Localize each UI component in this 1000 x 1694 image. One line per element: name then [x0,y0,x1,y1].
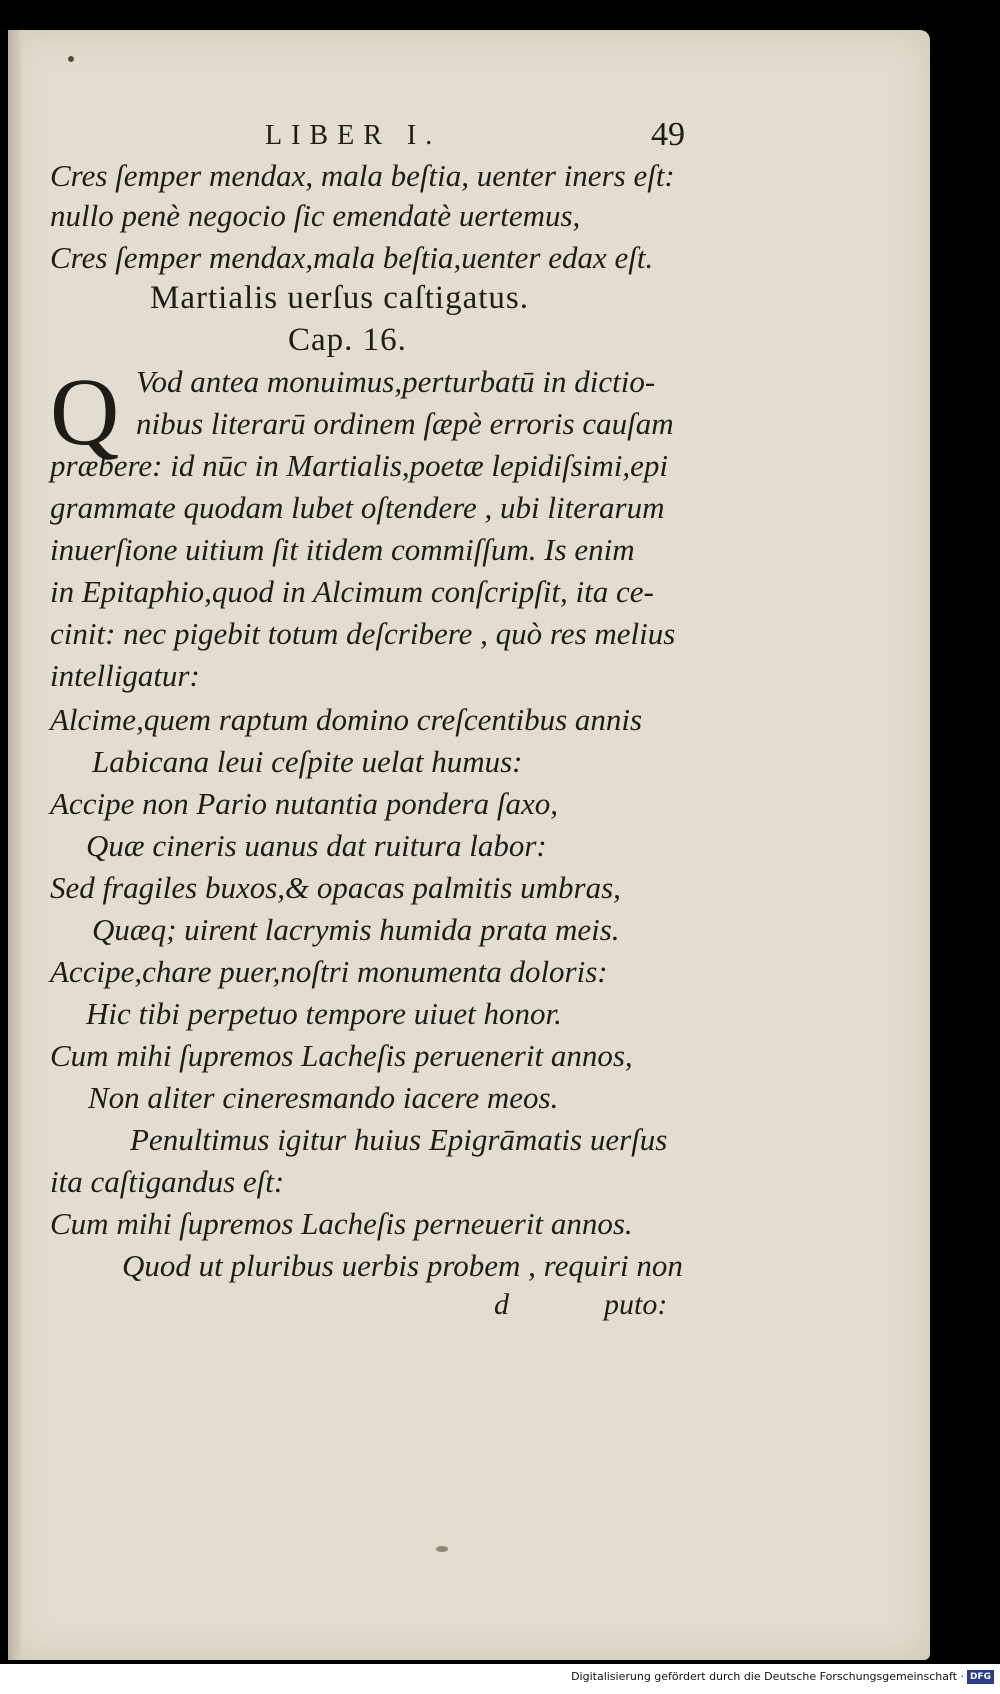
text-line: Cres ſemper mendax,mala beſtia,uenter edax eſt. [50,240,654,275]
text-line: Cres ſemper mendax, mala beſtia, uenter iners eſt: [50,158,675,193]
signature-mark: d [494,1288,509,1321]
paragraph-line: in Epitaphio,quod in Alcimum conſcripſit, ita ce- [50,574,654,609]
ink-spot [68,56,74,62]
page-number: 49 [651,116,685,153]
paragraph-line: inuerſione uitium ſit itidem commiſſum. Is enim [50,532,635,567]
epigram-line: Sed fragiles buxos,& opacas palmitis umbras, [50,870,621,905]
page-edge [8,30,22,1660]
text-line: nullo penè negocio ſic emendatè uertemus, [50,198,581,233]
paragraph-line: grammate quodam lubet oſtendere , ubi literarum [50,490,665,525]
epigram-line: Hic tibi perpetuo tempore uiuet honor. [86,996,562,1031]
ink-spot [436,1546,448,1552]
page-header [265,116,685,154]
drop-initial: Q [50,358,120,465]
running-head: LIBER I. [265,120,442,151]
paragraph-line: intelligatur: [50,658,200,693]
closing-line: Cum mihi ſupremos Lacheſis perneuerit annos. [50,1206,633,1241]
chapter-title: Martialis uerſus caſtigatus. [150,280,529,316]
closing-line: Penultimus igitur huius Epigrāmatis uerſus [130,1122,668,1157]
catchword: puto: [604,1288,668,1321]
epigram-line: Labicana leui ceſpite uelat humus: [92,744,523,779]
epigram-line: Cum mihi ſupremos Lacheſis peruenerit annos, [50,1038,633,1073]
epigram-line: Quæq; uirent lacrymis humida prata meis. [92,912,620,947]
epigram-line: Non aliter cineresmando iacere meos. [88,1080,559,1115]
epigram-line: Alcime,quem raptum domino creſcentibus annis [50,702,643,737]
closing-line: Quod ut pluribus uerbis probem , requiri non [122,1248,683,1283]
paragraph-line: præbere: id nūc in Martialis,poetæ lepidiſsimi,epi [50,448,668,483]
chapter-number: Cap. 16. [288,322,407,358]
paragraph-line: cinit: nec pigebit totum deſcribere , quò res melius [50,616,676,651]
epigram-line: Quæ cineris uanus dat ruitura labor: [86,828,547,863]
paragraph-line: nibus literarū ordinem ſæpè erroris cauſam [136,406,674,441]
dfg-logo: DFG [967,1670,994,1684]
epigram-line: Accipe,chare puer,noſtri monumenta doloris: [50,954,608,989]
epigram-line: Accipe non Pario nutantia pondera ſaxo, [50,786,558,821]
paragraph-line: Vod antea monuimus,perturbatū in dictio- [136,364,656,399]
closing-line: ita caſtigandus eſt: [50,1164,285,1199]
funding-credit: Digitalisierung gefördert durch die Deutsche Forschungsgemeinschaft · [571,1670,964,1683]
footer-bar [0,1664,1000,1694]
